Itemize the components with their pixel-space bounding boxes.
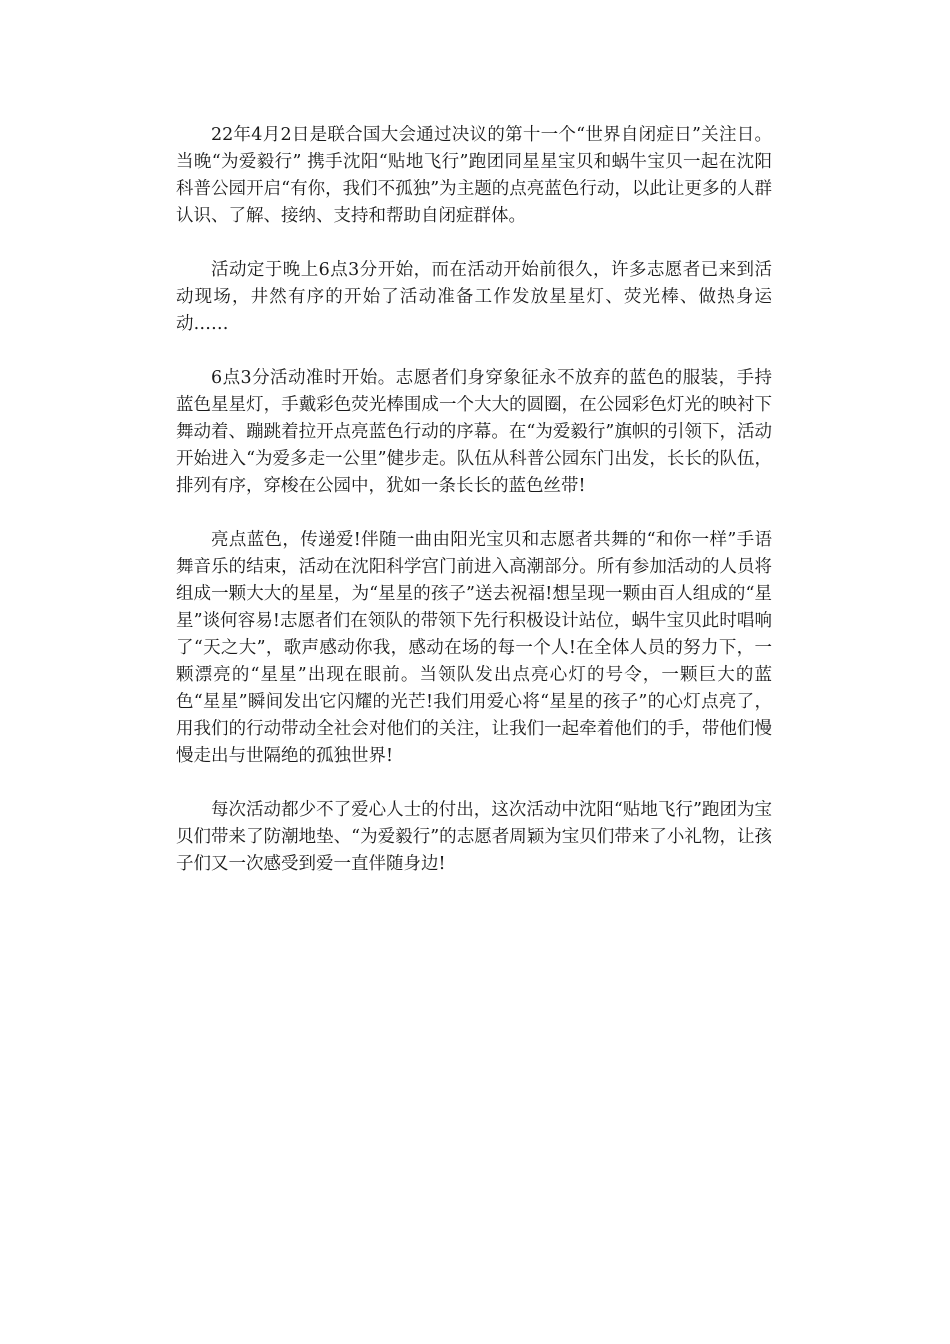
paragraph-2: 活动定于晚上6点3分开始，而在活动开始前很久，许多志愿者已来到活动现场，井然有序的开始了活动准备工作发放星星灯、荧光棒、做热身运动…… [176,260,772,334]
paragraph-4: 亮点蓝色，传递爱!伴随一曲由阳光宝贝和志愿者共舞的“和你一样”手语舞音乐的结束，活动在沈阳科学宫门前进入高潮部分。所有参加活动的人员将组成一颗大大的星星，为“星星的孩子”送去祝福!想呈现一颗由百人组成的“星星”谈何容易!志愿者们在领队的带领下先行积极设计站位，蜗牛宝贝此时唱响了“天之大”，歌声感动你我，感动在场的每一个人!在全体人员的努力下，一颗漂亮的“星星”出现在眼前。当领队发出点亮心灯的号令，一颗巨大的蓝色“星星”瞬间发出它闪耀的光芒!我们用爱心将“星星的孩子”的心灯点亮了，用我们的行动带动全社会对他们的关注，让我们一起牵着他们的手，带他们慢慢走出与世隔绝的孤独世界! [176,530,772,766]
paragraph-5: 每次活动都少不了爱心人士的付出，这次活动中沈阳“贴地飞行”跑团为宝贝们带来了防潮地垫、“为爱毅行”的志愿者周颖为宝贝们带来了小礼物，让孩子们又一次感受到爱一直伴随身边! [176,800,772,874]
paragraph-1: 22年4月2日是联合国大会通过决议的第十一个“世界自闭症日”关注日。当晚“为爱毅行” 携手沈阳“贴地飞行”跑团同星星宝贝和蜗牛宝贝一起在沈阳科普公园开启“有你，我们不孤独”为主题的点亮蓝色行动，以此让更多的人群认识、了解、接纳、支持和帮助自闭症群体。 [176,125,772,226]
article-body [176,122,772,905]
paragraph-3: 6点3分活动准时开始。志愿者们身穿象征永不放弃的蓝色的服装，手持蓝色星星灯，手戴彩色荧光棒围成一个大大的圆圈，在公园彩色灯光的映衬下舞动着、蹦跳着拉开点亮蓝色行动的序幕。在“为爱毅行”旗帜的引领下，活动开始进入“为爱多走一公里”健步走。队伍从科普公园东门出发，长长的队伍，排列有序，穿梭在公园中，犹如一条长长的蓝色丝带! [176,368,772,496]
